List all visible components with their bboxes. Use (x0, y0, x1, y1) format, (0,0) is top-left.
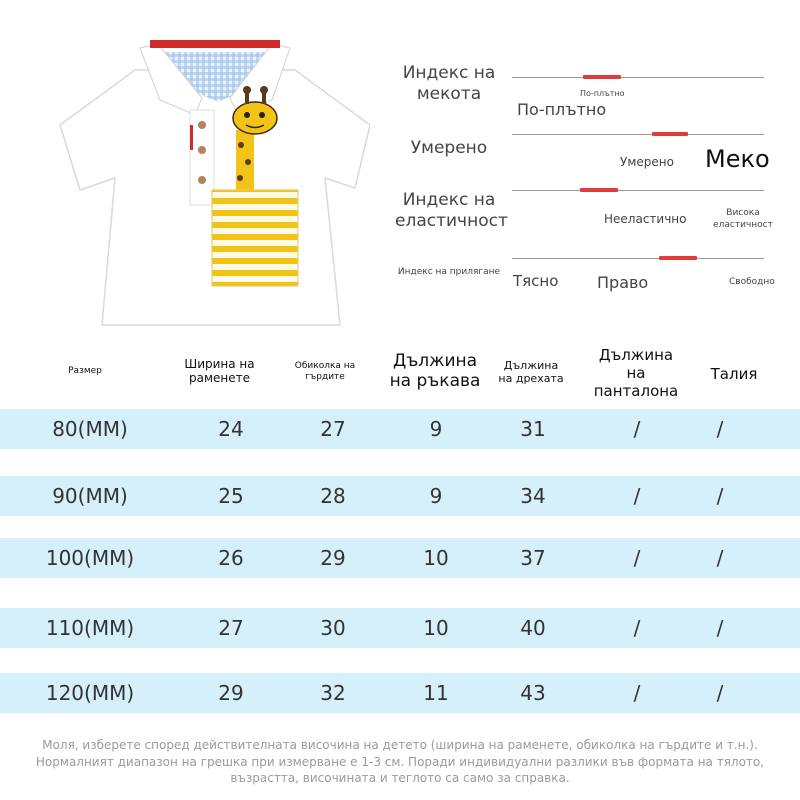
table-cell: 29 (320, 546, 346, 570)
elasticity-marker (580, 188, 618, 192)
table-cell: 25 (218, 484, 244, 508)
table-cell: / (716, 616, 724, 640)
table-cell: 27 (320, 417, 346, 441)
table-cell: 11 (423, 681, 449, 705)
table-cell: / (633, 616, 641, 640)
table-cell: 40 (520, 616, 546, 640)
table-cell: 28 (320, 484, 346, 508)
header-chest: Обиколка на гърдите (294, 361, 356, 382)
header-shoulder-width: Ширина на раменете (184, 357, 255, 386)
table-cell: / (633, 417, 641, 441)
softness-scale-line (512, 77, 764, 78)
moderate-scale-line (512, 134, 764, 135)
shirt-image (40, 30, 370, 335)
table-cell: / (716, 681, 724, 705)
table-cell-size: 120(MM) (45, 681, 135, 705)
table-cell: 34 (520, 484, 546, 508)
fit-marker (659, 256, 697, 260)
table-cell: 26 (218, 546, 244, 570)
softness-marker (583, 75, 621, 79)
table-cell-size: 110(MM) (45, 616, 135, 640)
table-cell: 30 (320, 616, 346, 640)
table-cell: / (716, 417, 724, 441)
table-cell: 10 (423, 616, 449, 640)
table-cell-size: 80(MM) (52, 417, 128, 441)
table-cell-size: 90(MM) (52, 484, 128, 508)
moderate-option-moderate: Умерено (620, 155, 674, 169)
table-cell: 9 (429, 484, 443, 508)
table-cell: 37 (520, 546, 546, 570)
header-pants-length: Дължина на панталона (593, 346, 679, 400)
table-cell: 31 (520, 417, 546, 441)
table-cell: / (633, 681, 641, 705)
table-cell: 9 (429, 417, 443, 441)
fit-index-label: Индекс на прилягане (397, 267, 501, 277)
fit-option-loose: Свободно (729, 277, 775, 287)
table-cell: 29 (218, 681, 244, 705)
table-cell: / (633, 484, 641, 508)
footer-note-line1: Моля, изберете според действителната височина на детето (ширина на раменете, обиколка на гърдите и т.н.). (42, 738, 758, 752)
table-cell-size: 100(MM) (45, 546, 135, 570)
fit-scale-line (512, 258, 764, 259)
softness-option-denser: По-плътно (517, 100, 607, 119)
table-cell: / (633, 546, 641, 570)
moderate-marker (652, 132, 688, 136)
elasticity-option-inelastic: Нееластично (604, 212, 687, 226)
elasticity-scale-line (512, 190, 764, 191)
elasticity-index-label: Индекс на еластичност (395, 190, 508, 232)
footer-note-line3: възрастта, височината и теглото са само за справка. (230, 771, 570, 785)
fit-option-tight: Тясно (513, 272, 559, 290)
moderate-label: Умерено (410, 138, 488, 158)
header-size: Размер (68, 366, 102, 376)
table-cell: 10 (423, 546, 449, 570)
footer-note-line2: Нормалният диапазон на грешка при измерване е 1-3 см. Поради индивидуални разлики във формата на тялото, (35, 755, 765, 769)
table-cell: 43 (520, 681, 546, 705)
softness-option-denser-small: По-плътно (580, 89, 625, 98)
table-cell: / (716, 546, 724, 570)
elasticity-option-high: Висока еластичност (713, 208, 773, 230)
table-cell: 27 (218, 616, 244, 640)
table-cell: 32 (320, 681, 346, 705)
softness-index-label: Индекс на мекота (402, 63, 496, 105)
table-cell: 24 (218, 417, 244, 441)
fit-option-straight: Право (597, 273, 649, 292)
header-waist: Талия (710, 365, 758, 383)
moderate-option-soft: Меко (705, 145, 770, 173)
table-cell: / (716, 484, 724, 508)
header-garment-length: Дължина на дрехата (498, 359, 564, 386)
header-sleeve-length: Дължина на ръкава (389, 351, 481, 392)
